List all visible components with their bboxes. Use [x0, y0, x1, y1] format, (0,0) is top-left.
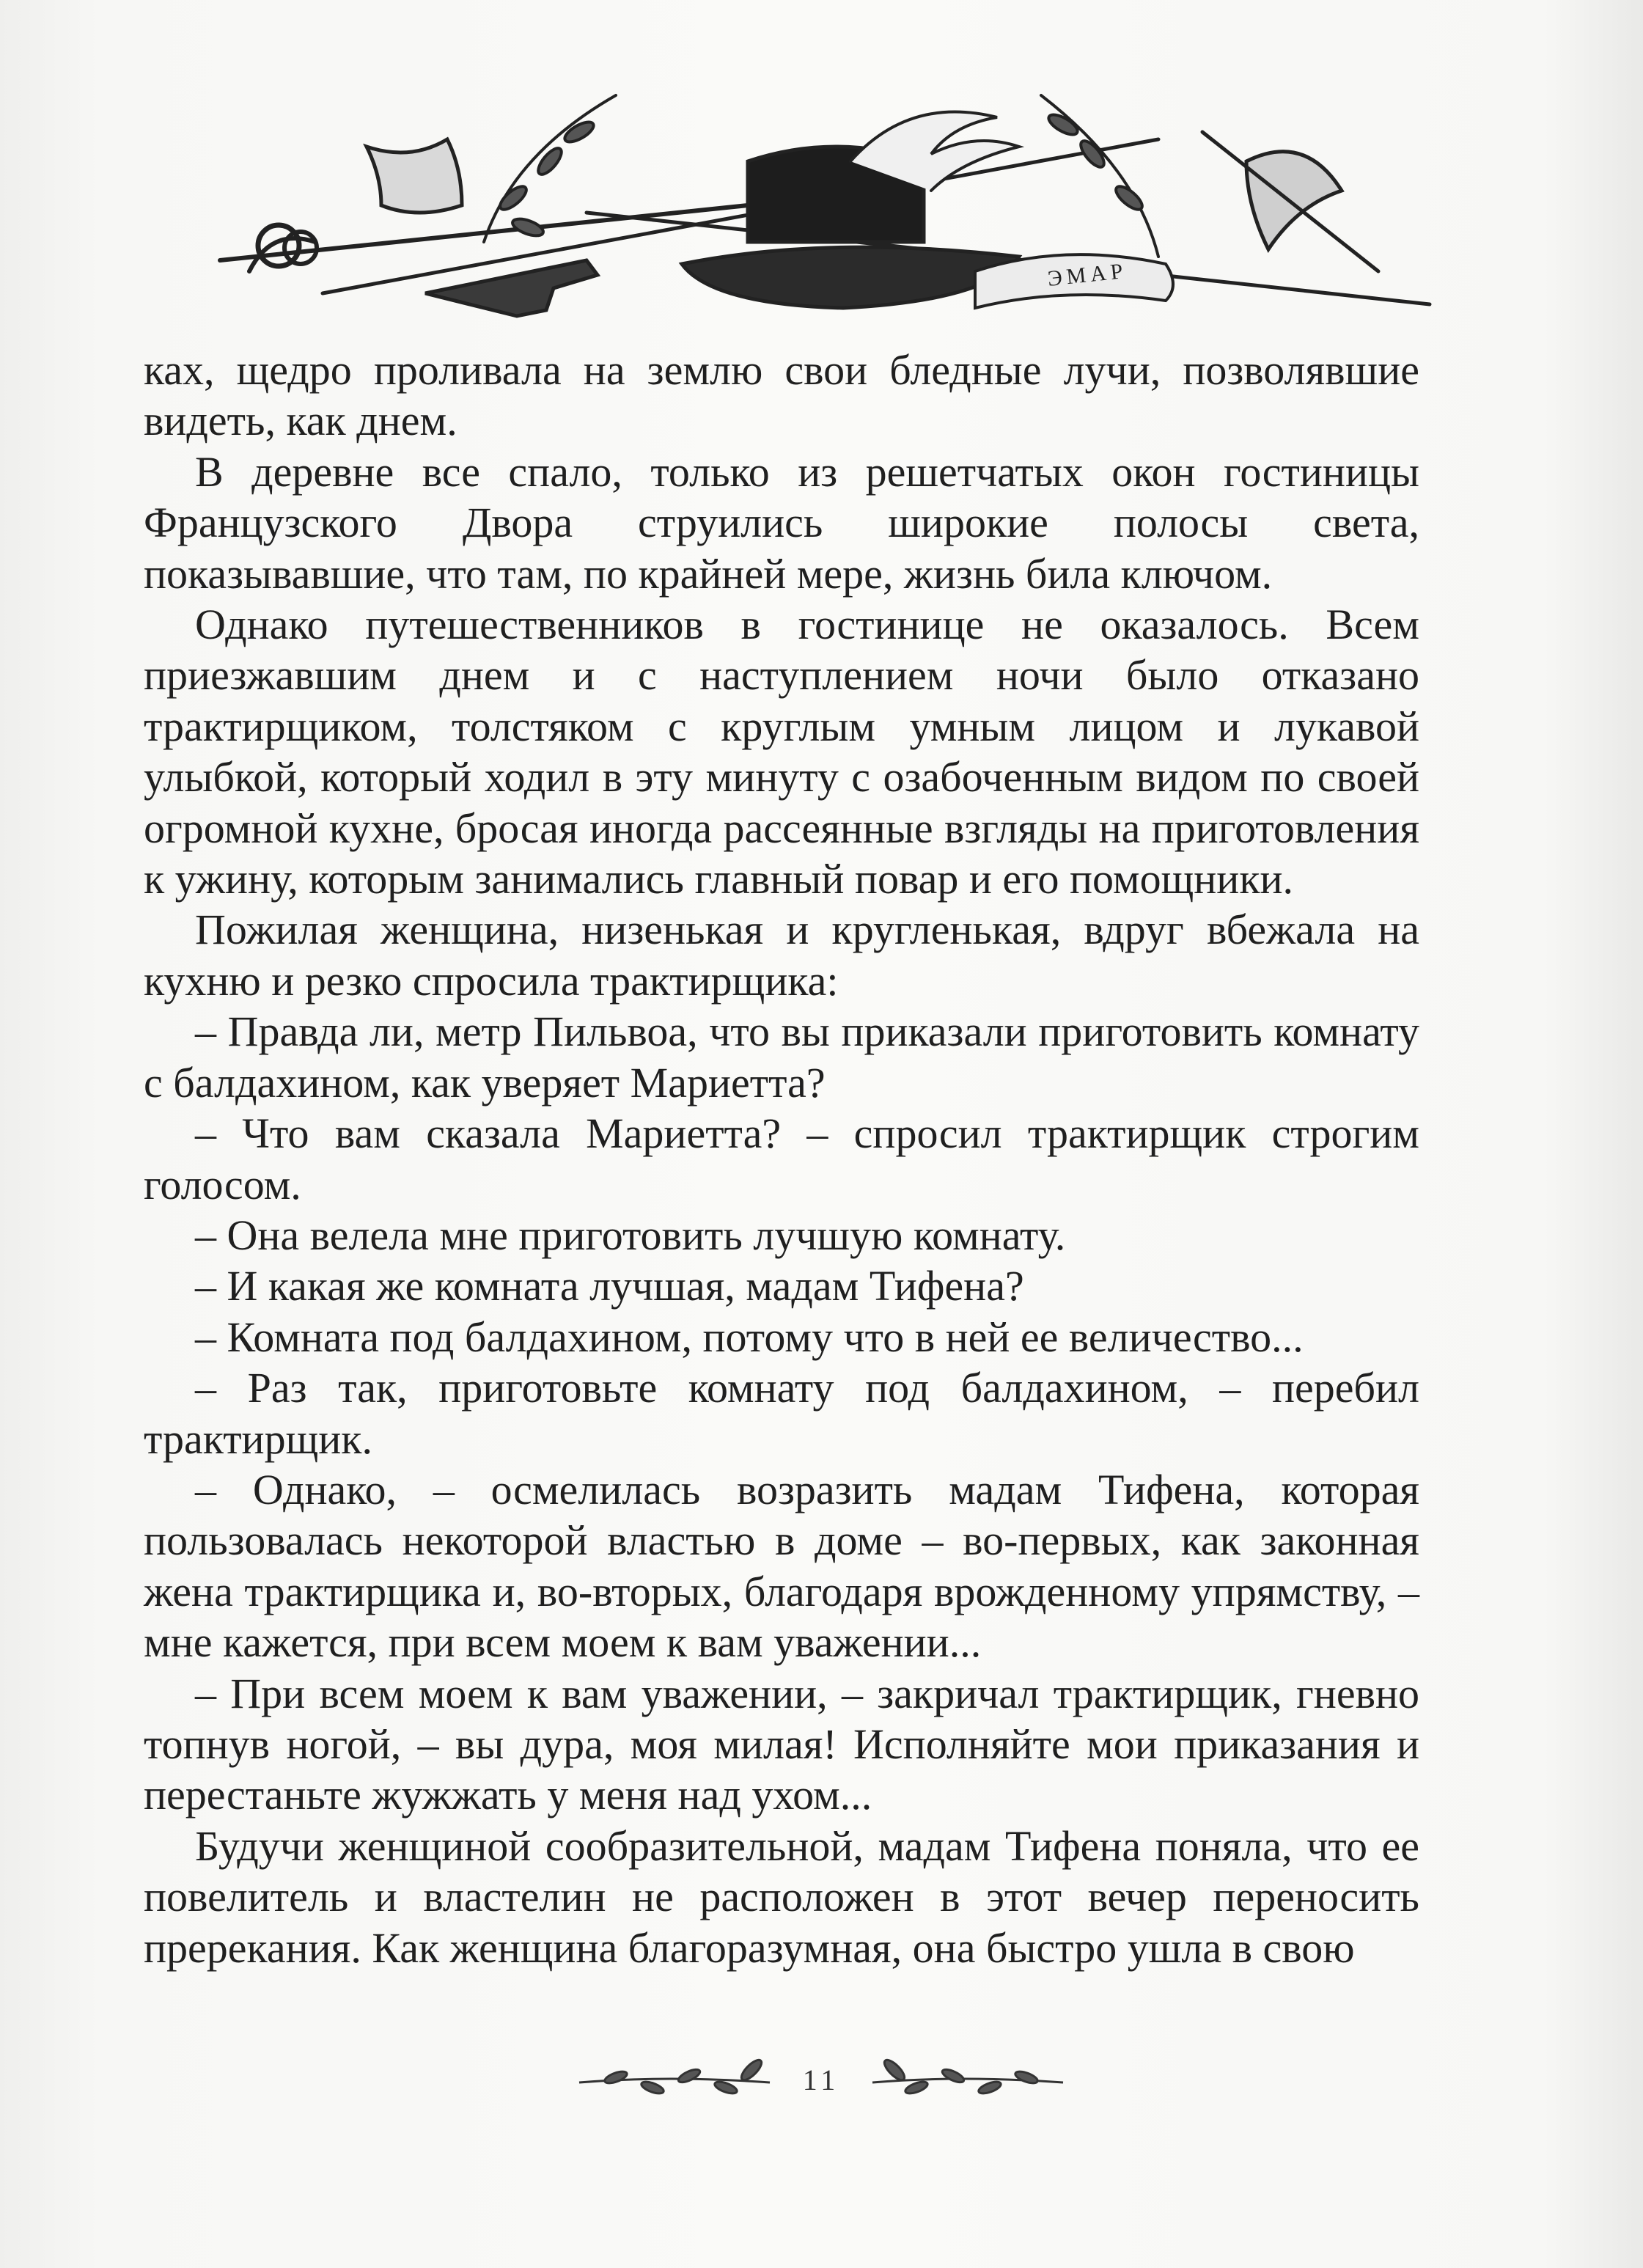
ornament-ribbon-text: ЭМАР [1046, 258, 1128, 291]
footer-ornament [572, 2049, 1070, 2115]
paragraph: Пожилая женщина, низенькая и кругленькая, вдруг вбежала на кухню и резко спросила трактирщика: [144, 906, 1419, 1005]
halberd-axe-icon [1202, 132, 1378, 271]
paragraph: – Что вам сказала Мариетта? – спросил трактирщик строгим голосом. [144, 1109, 1419, 1208]
body-text [144, 345, 1419, 1973]
paragraph: В деревне все спало, только из решетчатых окон гостиницы Французского Двора струились широкие полосы света, показывавшие, что там, по крайней мере, жизнь била ключом. [144, 447, 1419, 598]
paragraph: – Она велела мне приготовить лучшую комнату. [195, 1211, 1066, 1259]
olive-branch-right [1041, 95, 1158, 257]
hat-icon [682, 112, 1019, 309]
paragraph: ках, щедро проливала на землю свои бледные лучи, позволявшие видеть, как днем. [144, 346, 1419, 445]
page-number: 11 [802, 2063, 840, 2096]
sword-hilt-icon [249, 225, 317, 271]
header-ornament-engraving [205, 51, 1437, 330]
paragraph: – Однако, – осмелилась возразить мадам Тифена, которая пользовалась некоторой властью в доме – во-первых, как законная жена трактирщика и, во-вторых, благодаря врожденному упрямству, – мне кажется, при всем моем к вам уважении... [144, 1465, 1419, 1667]
paragraph: – Правда ли, метр Пильвоа, что вы приказали приготовить комнату с балдахином, как уверяет Мариетта? [144, 1008, 1419, 1107]
paragraph: Однако путешественников в гостинице не оказалось. Всем приезжавшим днем и с наступлением ночи было отказано трактирщиком, толстяком с круглым умным лицом и лукавой улыбкой, который ходил в эту минуту с озабоченным видом по своей огромной кухне, бросая иногда рассеянные взгляды на приготовления к ужину, которым занимались главный повар и его помощники. [144, 601, 1419, 903]
paragraph: – Раз так, приготовьте комнату под балдахином, – перебил трактирщик. [144, 1364, 1419, 1463]
paragraph: – При всем моем к вам уважении, – закричал трактирщик, гневно топнув ногой, – вы дура, моя милая! Исполняйте мои приказания и перестаньте жужжать у меня над ухом... [144, 1669, 1419, 1819]
paragraph: – И какая же комната лучшая, мадам Тифена? [195, 1262, 1024, 1310]
banner-flag [367, 139, 462, 213]
paragraph: – Комната под балдахином, потому что в ней ее величество... [195, 1313, 1304, 1361]
paragraph: Будучи женщиной сообразительной, мадам Тифена поняла, что ее повелитель и властелин не расположен в этот вечер переносить пререкания. Как женщина благоразумная, она быстро ушла в свою [144, 1821, 1419, 1972]
